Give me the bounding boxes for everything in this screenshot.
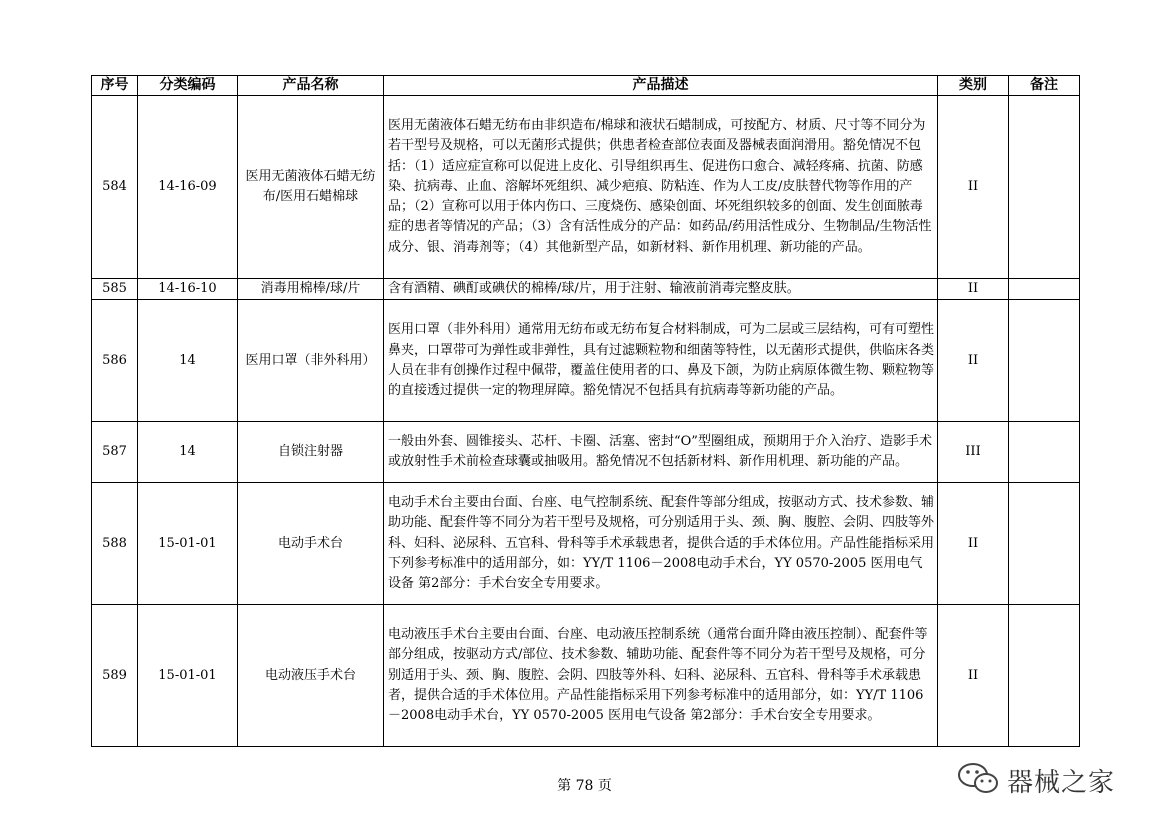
cell-remark — [1009, 483, 1080, 605]
cell-description: 一般由外套、圆锥接头、芯杆、卡圈、活塞、密封“O”型圈组成，预期用于介入治疗、造影手术或放射性手术前检查球囊或抽吸用。豁免情况不包括新材料、新作用机理、新功能的产品。 — [384, 422, 938, 483]
cell-no: 589 — [92, 605, 138, 747]
cell-category: II — [938, 605, 1009, 747]
table-row — [92, 300, 1080, 422]
cell-name: 医用无菌液体石蜡无纺布/医用石蜡棉球 — [238, 96, 384, 279]
wechat-logo-icon — [955, 760, 1003, 800]
cell-remark — [1009, 96, 1080, 279]
cell-no: 586 — [92, 300, 138, 422]
cell-no: 588 — [92, 483, 138, 605]
table-row — [92, 422, 1080, 483]
device-table — [91, 75, 1080, 747]
cell-code: 14 — [138, 300, 238, 422]
cell-category: II — [938, 300, 1009, 422]
header-description: 产品描述 — [384, 76, 938, 96]
cell-category: II — [938, 483, 1009, 605]
cell-description: 医用口罩（非外科用）通常用无纺布或无纺布复合材料制成，可为二层或三层结构，可有可塑性鼻夹，口罩带可为弹性或非弹性，具有过滤颗粒物和细菌等特性，以无菌形式提供，供临床各类人员在非有创操作过程中佩带，覆盖住使用者的口、鼻及下颌，为防止病原体微生物、颗粒物等的直接透过提供一定的物理屏障。豁免情况不包括具有抗病毒等新功能的产品。 — [384, 300, 938, 422]
table-row — [92, 96, 1080, 279]
header-code: 分类编码 — [138, 76, 238, 96]
cell-description: 含有酒精、碘酊或碘伏的棉棒/球/片，用于注射、输液前消毒完整皮肤。 — [384, 279, 938, 300]
table-row — [92, 483, 1080, 605]
cell-no: 585 — [92, 279, 138, 300]
cell-description: 电动液压手术台主要由台面、台座、电动液压控制系统（通常台面升降由液压控制）、配套件等部分组成，按驱动方式/部位、技术参数、辅助功能、配套件等不同分为若干型号及规格，可分别适用于头、颈、胸、腹腔、会阴、四肢等外科、妇科、泌尿科、五官科、骨科等手术承载患者，提供合适的手术体位用。产品性能指标采用下列参考标准中的适用部分，如：YY/T 1106－2008电动手术台，YY 0570-2005 医用电气设备 第2部分：手术台安全专用要求。 — [384, 605, 938, 747]
cell-no: 584 — [92, 96, 138, 279]
cell-category: II — [938, 96, 1009, 279]
cell-no: 587 — [92, 422, 138, 483]
cell-description: 电动手术台主要由台面、台座、电气控制系统、配套件等部分组成，按驱动方式、技术参数、辅助功能、配套件等不同分为若干型号及规格，可分别适用于头、颈、胸、腹腔、会阴、四肢等外科、妇科、泌尿科、五官科、骨科等手术承载患者，提供合适的手术体位用。产品性能指标采用下列参考标准中的适用部分，如：YY/T 1106－2008电动手术台，YY 0570-2005 医用电气设备 第2部分：手术台安全专用要求。 — [384, 483, 938, 605]
header-category: 类别 — [938, 76, 1009, 96]
cell-remark — [1009, 422, 1080, 483]
table-row — [92, 279, 1080, 300]
cell-name: 电动液压手术台 — [238, 605, 384, 747]
cell-code: 14-16-09 — [138, 96, 238, 279]
table-row — [92, 605, 1080, 747]
cell-category: III — [938, 422, 1009, 483]
cell-remark — [1009, 605, 1080, 747]
cell-code: 14 — [138, 422, 238, 483]
cell-name: 医用口罩（非外科用） — [238, 300, 384, 422]
cell-code: 15-01-01 — [138, 605, 238, 747]
header-name: 产品名称 — [238, 76, 384, 96]
page-number: 第 78 页 — [557, 778, 612, 794]
cell-description: 医用无菌液体石蜡无纺布由非织造布/棉球和液状石蜡制成，可按配方、材质、尺寸等不同分为若干型号及规格，可以无菌形式提供；供患者检查部位表面及器械表面润滑用。豁免情况不包括：（1）适应症宣称可以促进上皮化、引导组织再生、促进伤口愈合、减轻疼痛、抗菌、防感染、抗病毒、止血、溶解坏死组织、减少疤痕、防粘连、作为人工皮/皮肤替代物等作用的产品；（2）宣称可以用于体内伤口、三度烧伤、感染创面、坏死组织较多的创面、发生创面脓毒症的患者等情况的产品；（3）含有活性成分的产品：如药品/药用活性成分、生物制品/生物活性成分、银、消毒剂等；（4）其他新型产品，如新材料、新作用机理、新功能的产品。 — [384, 96, 938, 279]
cell-name: 消毒用棉棒/球/片 — [238, 279, 384, 300]
cell-code: 14-16-10 — [138, 279, 238, 300]
cell-name: 电动手术台 — [238, 483, 384, 605]
cell-remark — [1009, 279, 1080, 300]
watermark-text: 器械之家 — [1007, 767, 1116, 798]
header-remark: 备注 — [1009, 76, 1080, 96]
cell-category: II — [938, 279, 1009, 300]
table-header-row — [92, 76, 1080, 96]
cell-remark — [1009, 300, 1080, 422]
cell-code: 15-01-01 — [138, 483, 238, 605]
header-no: 序号 — [92, 76, 138, 96]
cell-name: 自锁注射器 — [238, 422, 384, 483]
watermark — [955, 760, 1115, 800]
